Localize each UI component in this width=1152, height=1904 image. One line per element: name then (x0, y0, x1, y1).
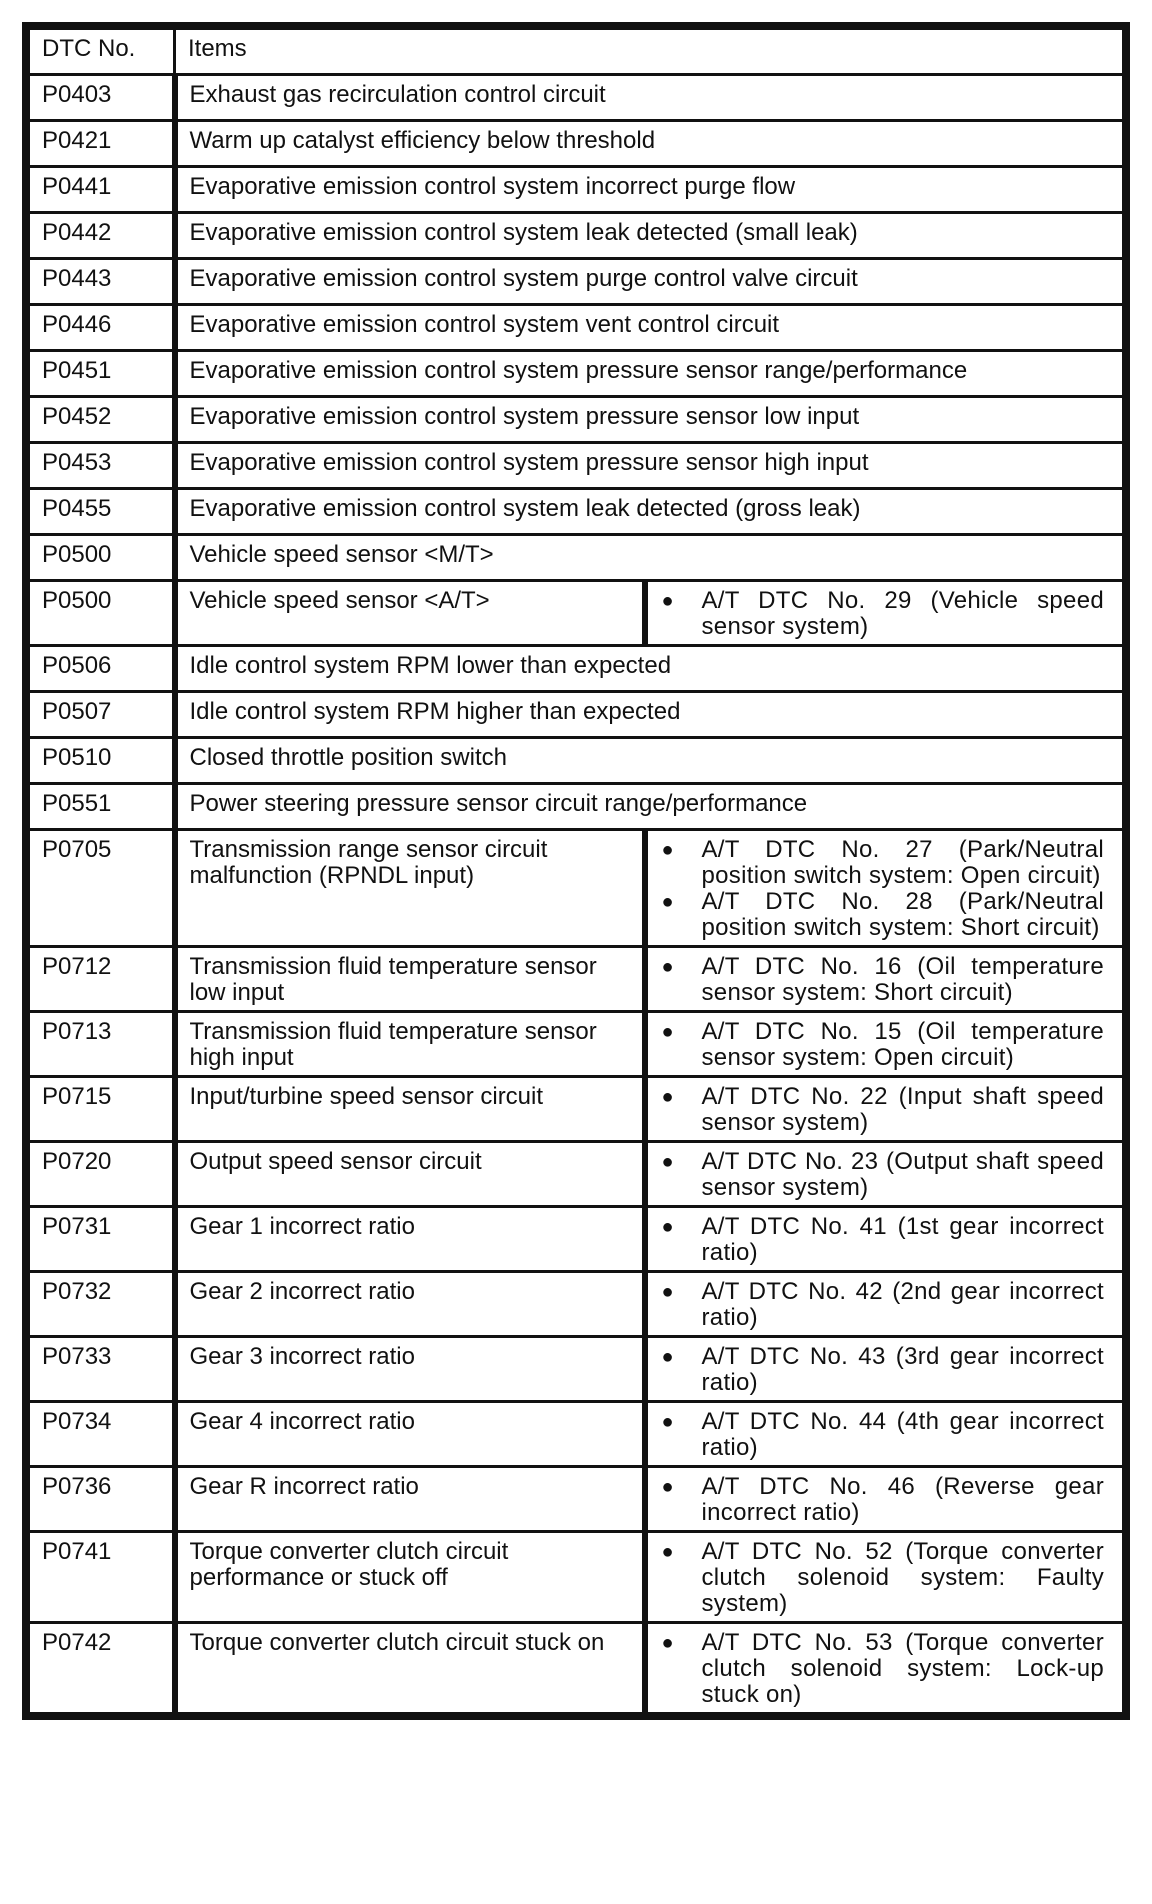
dtc-item: Vehicle speed sensor <M/T> (175, 535, 1124, 581)
dtc-code: P0734 (29, 1402, 175, 1467)
at-dtc-note (662, 837, 1105, 889)
dtc-code: P0421 (29, 121, 175, 167)
dtc-item: Input/turbine speed sensor circuit (175, 1077, 645, 1142)
dtc-item: Idle control system RPM higher than expected (175, 692, 1124, 738)
at-dtc-note-text: A/T DTC No. 22 (Input shaft speed sensor system) (701, 1083, 1104, 1136)
table-row (29, 121, 1124, 167)
dtc-item: Warm up catalyst efficiency below threshold (175, 121, 1124, 167)
table-row (29, 1623, 1124, 1714)
dtc-item: Evaporative emission control system vent control circuit (175, 305, 1124, 351)
bullet-icon: ● (661, 891, 674, 913)
table-row (29, 830, 1124, 947)
at-dtc-note-text: A/T DTC No. 15 (Oil temperature sensor system: Open circuit) (701, 1018, 1104, 1071)
table-row (29, 1532, 1124, 1623)
table-row (29, 1272, 1124, 1337)
table-row (29, 1402, 1124, 1467)
dtc-code: P0731 (29, 1207, 175, 1272)
at-dtc-notes (645, 1012, 1124, 1077)
dtc-item: Transmission fluid temperature sensor low input (175, 947, 645, 1012)
dtc-code: P0500 (29, 535, 175, 581)
at-dtc-notes (645, 830, 1124, 947)
at-dtc-notes (645, 1623, 1124, 1714)
dtc-item: Gear 2 incorrect ratio (175, 1272, 645, 1337)
table-row (29, 351, 1124, 397)
bullet-icon: ● (661, 1216, 674, 1238)
header-row (29, 29, 1124, 75)
at-dtc-notes (645, 1532, 1124, 1623)
at-dtc-note (662, 1214, 1105, 1266)
table-row (29, 1012, 1124, 1077)
at-dtc-note (662, 1084, 1105, 1136)
bullet-icon: ● (661, 956, 674, 978)
table-row (29, 1207, 1124, 1272)
at-dtc-note (662, 1409, 1105, 1461)
dtc-item: Gear R incorrect ratio (175, 1467, 645, 1532)
at-dtc-notes (645, 1402, 1124, 1467)
dtc-code: P0715 (29, 1077, 175, 1142)
at-dtc-note-text: A/T DTC No. 29 (Vehicle speed sensor system) (701, 587, 1104, 640)
at-dtc-note (662, 1279, 1105, 1331)
dtc-item: Evaporative emission control system incorrect purge flow (175, 167, 1124, 213)
dtc-code: P0442 (29, 213, 175, 259)
bullet-icon: ● (661, 1346, 674, 1368)
dtc-item: Gear 3 incorrect ratio (175, 1337, 645, 1402)
at-dtc-notes (645, 1077, 1124, 1142)
dtc-code: P0705 (29, 830, 175, 947)
dtc-item: Closed throttle position switch (175, 738, 1124, 784)
dtc-item: Torque converter clutch circuit performance or stuck off (175, 1532, 645, 1623)
at-dtc-note (662, 1344, 1105, 1396)
dtc-item: Evaporative emission control system leak detected (gross leak) (175, 489, 1124, 535)
dtc-item: Transmission range sensor circuit malfunction (RPNDL input) (175, 830, 645, 947)
dtc-code: P0441 (29, 167, 175, 213)
at-dtc-notes (645, 1467, 1124, 1532)
table-row (29, 213, 1124, 259)
at-dtc-note-text: A/T DTC No. 28 (Park/Neutral position switch system: Short circuit) (701, 888, 1104, 941)
table-row (29, 646, 1124, 692)
dtc-item: Evaporative emission control system purge control valve circuit (175, 259, 1124, 305)
header-dtc-no: DTC No. (29, 29, 175, 75)
dtc-item: Transmission fluid temperature sensor high input (175, 1012, 645, 1077)
at-dtc-note-text: A/T DTC No. 44 (4th gear incorrect ratio) (701, 1408, 1104, 1461)
dtc-item: Output speed sensor circuit (175, 1142, 645, 1207)
at-dtc-notes (645, 1337, 1124, 1402)
at-dtc-note (662, 954, 1105, 1006)
bullet-icon: ● (661, 1151, 674, 1173)
at-dtc-note (662, 1630, 1105, 1708)
dtc-item: Evaporative emission control system pressure sensor low input (175, 397, 1124, 443)
table-row (29, 75, 1124, 121)
dtc-item: Vehicle speed sensor <A/T> (175, 581, 645, 646)
table-row (29, 1337, 1124, 1402)
dtc-item: Evaporative emission control system pressure sensor high input (175, 443, 1124, 489)
table-row (29, 259, 1124, 305)
bullet-icon: ● (661, 1086, 674, 1108)
bullet-icon: ● (661, 1541, 674, 1563)
dtc-item: Torque converter clutch circuit stuck on (175, 1623, 645, 1714)
dtc-code: P0403 (29, 75, 175, 121)
table-row (29, 784, 1124, 830)
bullet-icon: ● (661, 1281, 674, 1303)
at-dtc-note (662, 1539, 1105, 1617)
dtc-item: Gear 4 incorrect ratio (175, 1402, 645, 1467)
table-row (29, 305, 1124, 351)
table-row (29, 581, 1124, 646)
dtc-code: P0500 (29, 581, 175, 646)
at-dtc-notes (645, 581, 1124, 646)
at-dtc-note-text: A/T DTC No. 43 (3rd gear incorrect ratio) (701, 1343, 1104, 1396)
at-dtc-note (662, 1149, 1105, 1201)
table-row (29, 397, 1124, 443)
dtc-code: P0451 (29, 351, 175, 397)
table-row (29, 1142, 1124, 1207)
at-dtc-note-text: A/T DTC No. 23 (Output shaft speed sensor system) (701, 1148, 1104, 1201)
header-items: Items (175, 29, 1124, 75)
dtc-code: P0741 (29, 1532, 175, 1623)
dtc-code: P0733 (29, 1337, 175, 1402)
dtc-code: P0455 (29, 489, 175, 535)
dtc-item: Evaporative emission control system pressure sensor range/performance (175, 351, 1124, 397)
dtc-code: P0510 (29, 738, 175, 784)
table-row (29, 1467, 1124, 1532)
dtc-code: P0736 (29, 1467, 175, 1532)
bullet-icon: ● (661, 839, 674, 861)
dtc-item: Power steering pressure sensor circuit range/performance (175, 784, 1124, 830)
at-dtc-notes (645, 947, 1124, 1012)
table-row (29, 738, 1124, 784)
dtc-code: P0712 (29, 947, 175, 1012)
dtc-item: Idle control system RPM lower than expected (175, 646, 1124, 692)
dtc-code: P0443 (29, 259, 175, 305)
at-dtc-note (662, 1019, 1105, 1071)
table-row (29, 443, 1124, 489)
at-dtc-note (662, 588, 1105, 640)
dtc-code: P0507 (29, 692, 175, 738)
at-dtc-notes (645, 1272, 1124, 1337)
dtc-code: P0506 (29, 646, 175, 692)
bullet-icon: ● (661, 590, 674, 612)
dtc-code: P0732 (29, 1272, 175, 1337)
at-dtc-note-text: A/T DTC No. 27 (Park/Neutral position switch system: Open circuit) (701, 836, 1104, 889)
dtc-table-frame (22, 22, 1130, 1720)
dtc-code: P0453 (29, 443, 175, 489)
at-dtc-note (662, 889, 1105, 941)
bullet-icon: ● (661, 1021, 674, 1043)
bullet-icon: ● (661, 1632, 674, 1654)
dtc-code: P0551 (29, 784, 175, 830)
table-row (29, 535, 1124, 581)
bullet-icon: ● (661, 1476, 674, 1498)
dtc-code: P0713 (29, 1012, 175, 1077)
at-dtc-note-text: A/T DTC No. 46 (Reverse gear incorrect ratio) (701, 1473, 1104, 1526)
at-dtc-note-text: A/T DTC No. 52 (Torque converter clutch solenoid system: Faulty system) (701, 1538, 1104, 1617)
table-row (29, 1077, 1124, 1142)
at-dtc-notes (645, 1142, 1124, 1207)
dtc-item: Gear 1 incorrect ratio (175, 1207, 645, 1272)
dtc-code: P0452 (29, 397, 175, 443)
at-dtc-notes (645, 1207, 1124, 1272)
dtc-table-body (29, 75, 1124, 1714)
at-dtc-note (662, 1474, 1105, 1526)
dtc-item: Exhaust gas recirculation control circuit (175, 75, 1124, 121)
at-dtc-note-text: A/T DTC No. 42 (2nd gear incorrect ratio) (701, 1278, 1104, 1331)
dtc-code: P0742 (29, 1623, 175, 1714)
at-dtc-note-text: A/T DTC No. 16 (Oil temperature sensor system: Short circuit) (701, 953, 1104, 1006)
table-row (29, 489, 1124, 535)
at-dtc-note-text: A/T DTC No. 53 (Torque converter clutch solenoid system: Lock-up stuck on) (701, 1629, 1104, 1708)
dtc-item: Evaporative emission control system leak detected (small leak) (175, 213, 1124, 259)
dtc-code: P0446 (29, 305, 175, 351)
table-row (29, 167, 1124, 213)
table-row (29, 947, 1124, 1012)
dtc-code: P0720 (29, 1142, 175, 1207)
table-row (29, 692, 1124, 738)
bullet-icon: ● (661, 1411, 674, 1433)
at-dtc-note-text: A/T DTC No. 41 (1st gear incorrect ratio) (701, 1213, 1104, 1266)
dtc-table (27, 27, 1125, 1715)
